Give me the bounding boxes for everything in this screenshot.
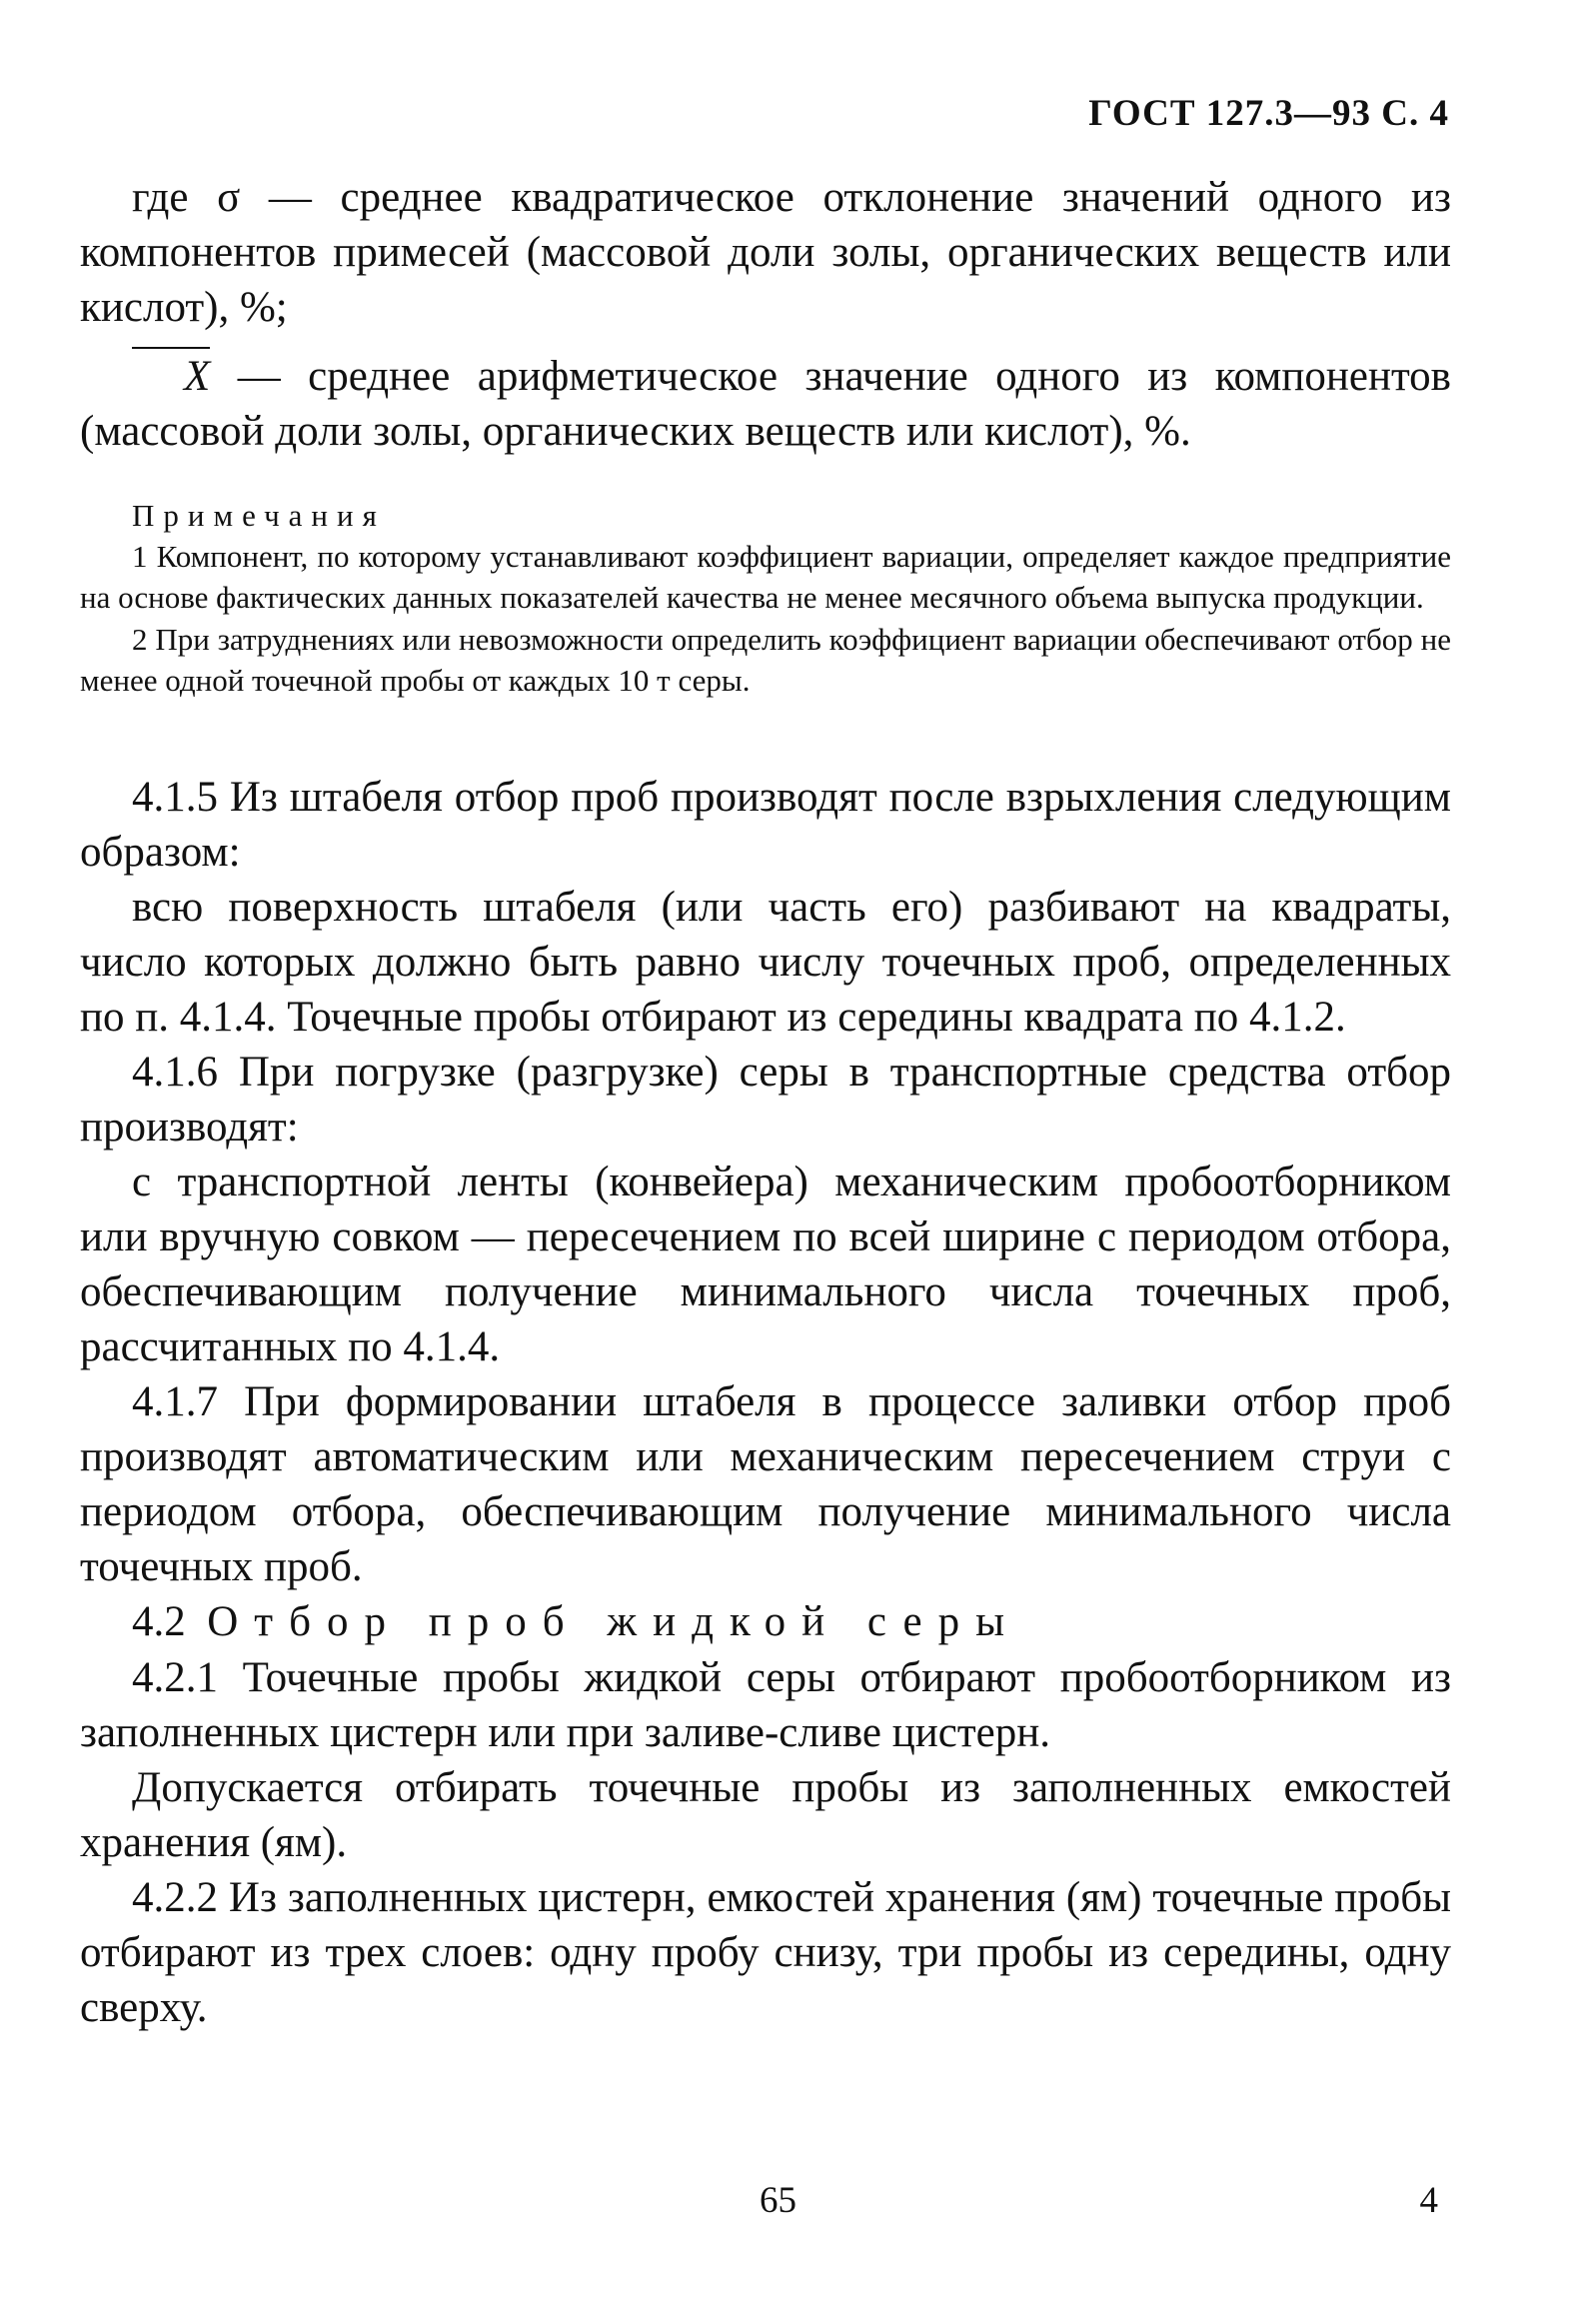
section-4-2-heading: [80, 1594, 1451, 1649]
paragraph-4-2-2: 4.2.2 Из заполненных цистерн, емкостей хранения (ям) точечные пробы отбирают из трех слоев: одну пробу снизу, три пробы из середины, одну сверху.: [80, 1873, 1451, 2031]
main-text: [80, 770, 1451, 2035]
note-2: 2 При затруднениях или невозможности определить коэффициент вариации обеспечивают отбор не менее одной точечной пробы от каждых 10 т серы.: [80, 621, 1451, 698]
paragraph-4-1-5-body: всю поверхность штабеля (или часть его) разбивают на квадраты, число которых должно быть равно числу точечных проб, определенных по п. 4.1.4. Точечные пробы отбирают из середины квадрата по 4.1.2.: [80, 884, 1451, 1042]
x-definition: [80, 349, 1451, 459]
page-number: 65: [760, 2180, 796, 2221]
section-4-2-title: Отбор проб жидкой серы: [207, 1598, 1021, 1646]
x-bar-symbol: X: [132, 349, 210, 404]
paragraph-4-1-5-intro: 4.1.5 Из штабеля отбор проб производят после взрыхления следующим образом:: [80, 774, 1451, 877]
paragraph-4-2-1-allowance: Допускается отбирать точечные пробы из заполненных емкостей хранения (ям).: [80, 1763, 1451, 1866]
definitions-block: [80, 170, 1451, 473]
section-4-2-number: 4.2: [132, 1598, 186, 1646]
footer-right-mark: 4: [1419, 2180, 1438, 2221]
paragraph-4-1-6-intro: 4.1.6 При погрузке (разгрузке) серы в транспортные средства отбор производят:: [80, 1049, 1451, 1152]
document-header: ГОСТ 127.3—93 С. 4: [1088, 93, 1449, 134]
x-definition-text: — среднее арифметическое значение одного из компонентов (массовой доли золы, органических веществ или кислот), %.: [80, 353, 1451, 456]
paragraph-4-1-7: 4.1.7 При формировании штабеля в процессе заливки отбор проб производят автоматическим или механическим пересечением струи с периодом отбора, обеспечивающим получение минимального числа точечных проб.: [80, 1378, 1451, 1591]
paragraph-4-1-6-body: с транспортной ленты (конвейера) механическим пробоотборником или вручную совком — пересечением по всей ширине с периодом отбора, обеспечивающим получение минимального числа точечных проб, рассчитанных по 4.1.4.: [80, 1159, 1451, 1371]
paragraph-4-2-1: 4.2.1 Точечные пробы жидкой серы отбирают пробоотборником из заполненных цистерн или при заливе-сливе цистерн.: [80, 1653, 1451, 1756]
note-1: 1 Компонент, по которому устанавливают коэффициент вариации, определяет каждое предприятие на основе фактических данных показателей качества не менее месячного объема выпуска продукции.: [80, 539, 1451, 616]
notes-title: Примечания: [132, 498, 386, 533]
notes-block: [80, 495, 1451, 701]
sigma-definition: где σ — среднее квадратическое отклонение значений одного из компонентов примесей (массовой доли золы, органических веществ или кислот), %;: [80, 174, 1451, 332]
